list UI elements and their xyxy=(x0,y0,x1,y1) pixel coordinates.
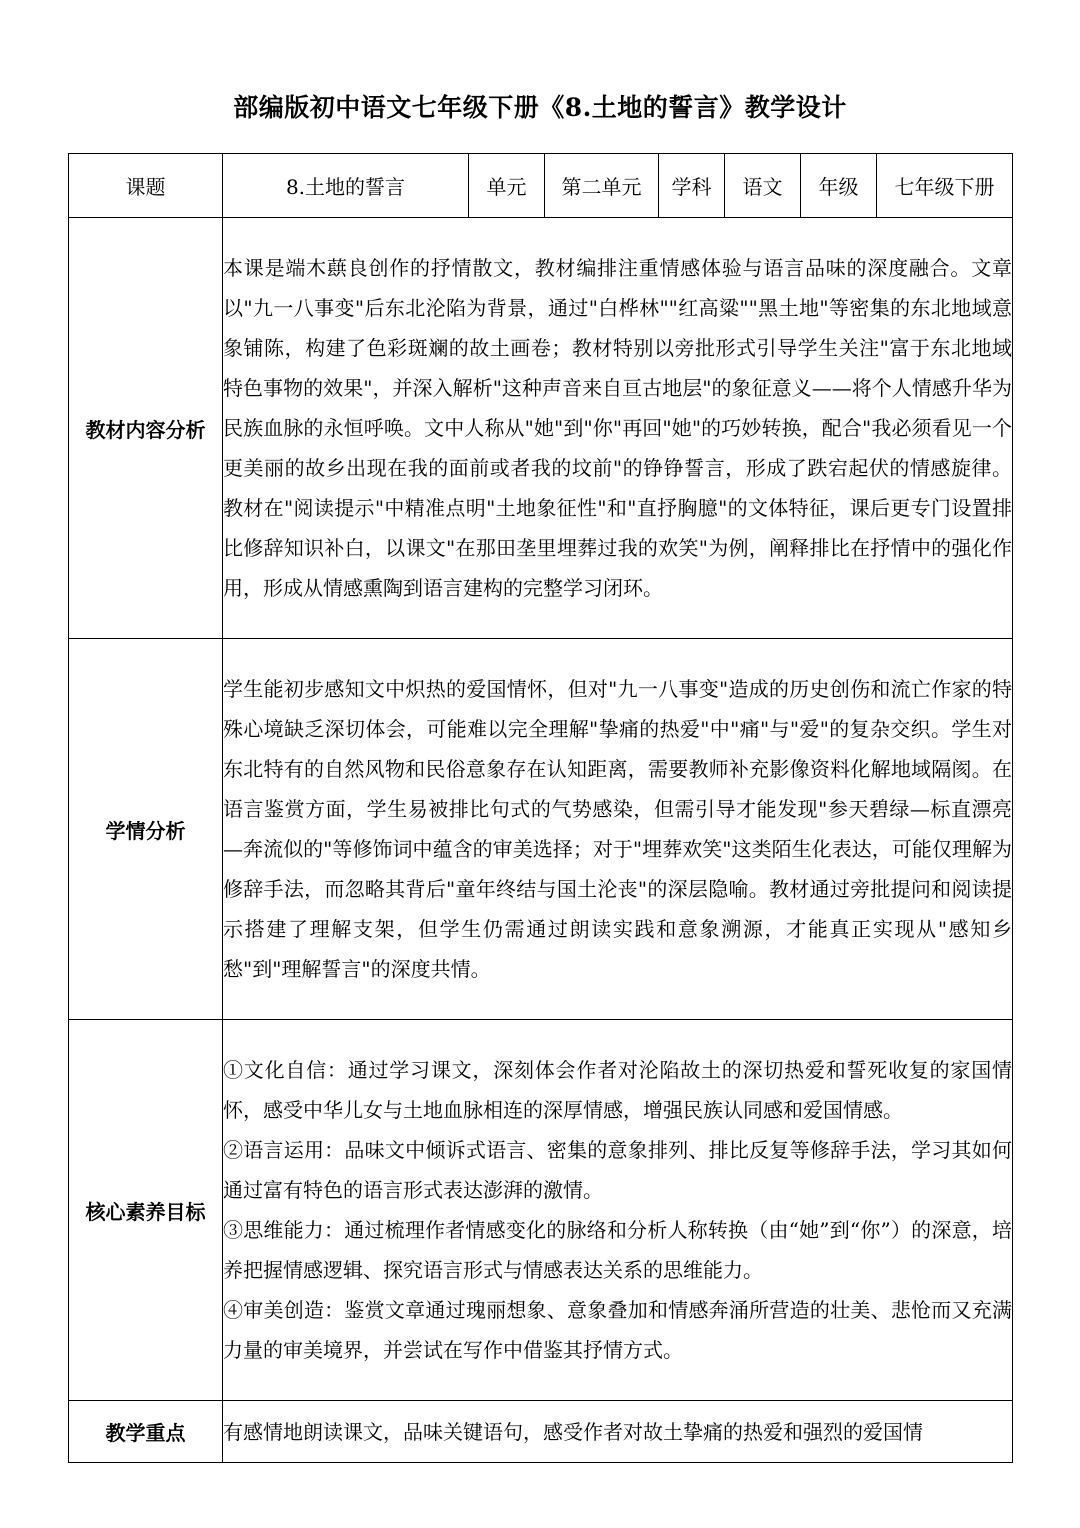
unit-label: 单元 xyxy=(469,154,545,218)
textbook-analysis-row xyxy=(69,218,1013,639)
topic-value: 8.土地的誓言 xyxy=(223,154,469,218)
textbook-analysis-label: 教材内容分析 xyxy=(69,218,223,639)
teaching-focus-label: 教学重点 xyxy=(69,1401,223,1463)
goal-item: ②语言运用：品味文中倾诉式语言、密集的意象排列、排比反复等修辞手法，学习其如何通过富有特色的语言形式表达澎湃的激情。 xyxy=(223,1138,1012,1202)
core-goals-label: 核心素养目标 xyxy=(69,1020,223,1401)
learner-analysis-row xyxy=(69,639,1013,1020)
topic-label: 课题 xyxy=(69,154,223,218)
textbook-analysis-text: 本课是端木蕻良创作的抒情散文，教材编排注重情感体验与语言品味的深度融合。文章以"九一八事变"后东北沦陷为背景，通过"白桦林""红高粱""黑土地"等密集的东北地域意象铺陈，构建了色彩斑斓的故土画卷；教材特别以旁批形式引导学生关注"富于东北地域特色事物的效果"，并深入解析"这种声音来自亘古地层"的象征意义——将个人情感升华为民族血脉的永恒呼唤。文中人称从"她"到"你"再回"她"的巧妙转换，配合"我必须看见一个更美丽的故乡出现在我的面前或者我的坟前"的铮铮誓言，形成了跌宕起伏的情感旋律。教材在"阅读提示"中精准点明"土地象征性"和"直抒胸臆"的文体特征，课后更专门设置排比修辞知识补白，以课文"在那田垄里埋葬过我的欢笑"为例，阐释排比在抒情中的强化作用，形成从情感熏陶到语言建构的完整学习闭环。 xyxy=(223,218,1013,639)
subject-label: 学科 xyxy=(659,154,725,218)
goal-item: ①文化自信：通过学习课文，深刻体会作者对沦陷故土的深切热爱和誓死收复的家国情怀，感受中华儿女与土地血脉相连的深厚情感，增强民族认同感和爱国情感。 xyxy=(223,1058,1012,1122)
core-goals-list xyxy=(223,1020,1013,1401)
subject-value: 语文 xyxy=(725,154,801,218)
document-title: 部编版初中语文七年级下册《8.土地的誓言》教学设计 xyxy=(233,93,847,122)
unit-value: 第二单元 xyxy=(545,154,659,218)
goal-item: ③思维能力：通过梳理作者情感变化的脉络和分析人称转换（由“她”到“你”）的深意，培养把握情感逻辑、探究语言形式与情感表达关系的思维能力。 xyxy=(223,1218,1012,1282)
teaching-focus-text: 有感情地朗读课文，品味关键语句，感受作者对故土挚痛的热爱和强烈的爱国情 xyxy=(223,1401,1013,1463)
lesson-plan-table xyxy=(68,153,1013,1463)
header-row xyxy=(69,154,1013,218)
learner-analysis-text: 学生能初步感知文中炽热的爱国情怀，但对"九一八事变"造成的历史创伤和流亡作家的特殊心境缺乏深切体会，可能难以完全理解"挚痛的热爱"中"痛"与"爱"的复杂交织。学生对东北特有的自然风物和民俗意象存在认知距离，需要教师补充影像资料化解地域隔阂。在语言鉴赏方面，学生易被排比句式的气势感染，但需引导才能发现"参天碧绿—标直漂亮—奔流似的"等修饰词中蕴含的审美选择；对于"埋葬欢笑"这类陌生化表达，可能仅理解为修辞手法，而忽略其背后"童年终结与国土沦丧"的深层隐喻。教材通过旁批提问和阅读提示搭建了理解支架，但学生仍需通过朗读实践和意象溯源，才能真正实现从"感知乡愁"到"理解誓言"的深度共情。 xyxy=(223,639,1013,1020)
grade-value: 七年级下册 xyxy=(877,154,1013,218)
core-goals-row xyxy=(69,1020,1013,1401)
grade-label: 年级 xyxy=(801,154,877,218)
teaching-focus-row xyxy=(69,1401,1013,1463)
learner-analysis-label: 学情分析 xyxy=(69,639,223,1020)
goal-item: ④审美创造：鉴赏文章通过瑰丽想象、意象叠加和情感奔涌所营造的壮美、悲怆而又充满力量的审美境界，并尝试在写作中借鉴其抒情方式。 xyxy=(223,1298,1012,1362)
